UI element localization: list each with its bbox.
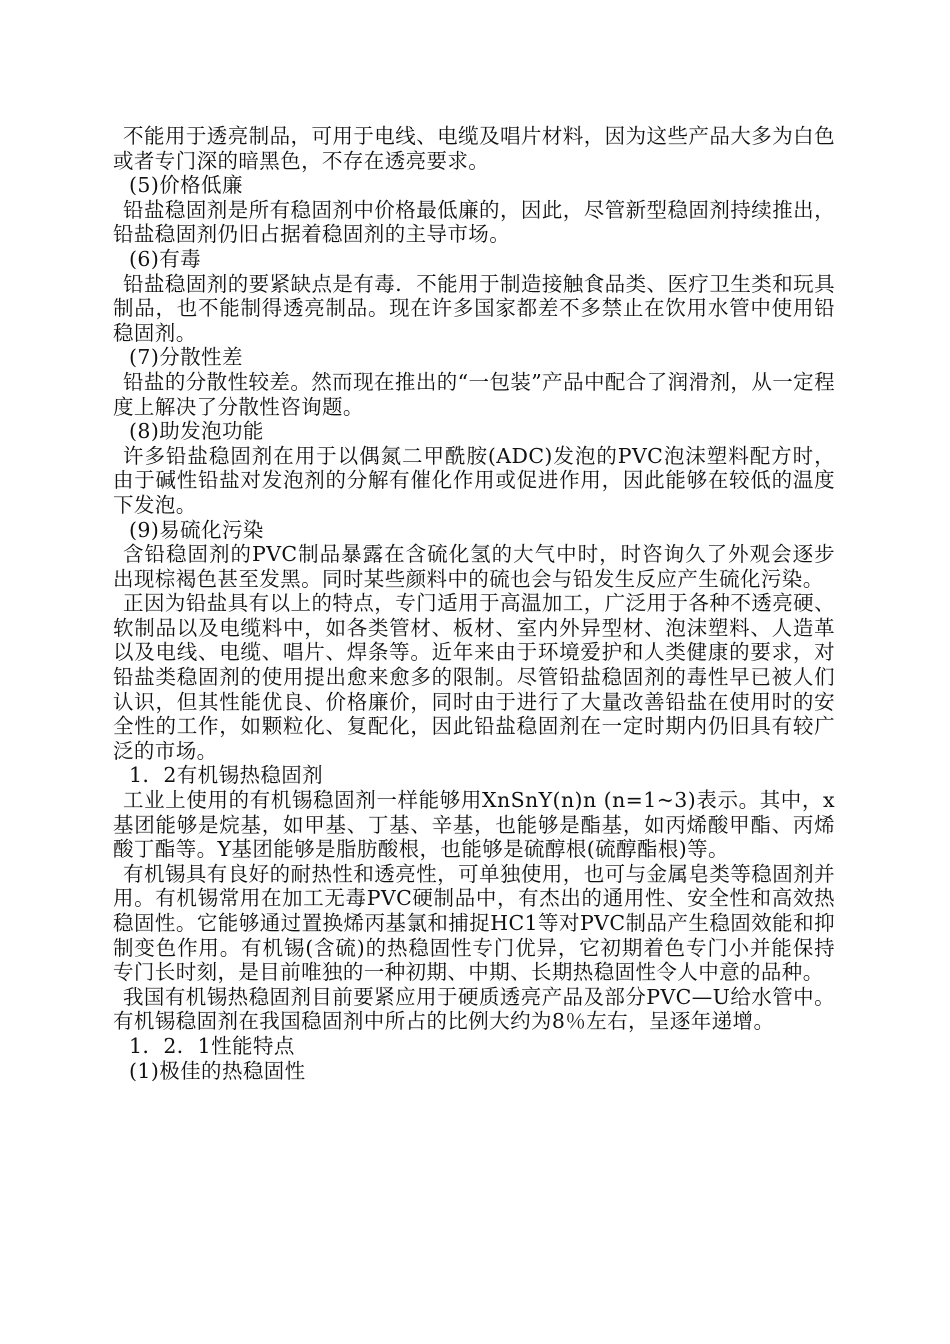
section-heading: (7)分散性差 <box>129 345 243 370</box>
section-heading: (8)助发泡功能 <box>129 419 264 444</box>
paragraph: 不能用于透亮制品，可用于电线、电缆及唱片材料，因为这些产品大多为白色或者专门深的暗黑色，不存在透亮要求。 <box>113 124 835 173</box>
paragraph: 工业上使用的有机锡稳固剂一样能够用XnSnY(n)n (n=1~3)表示。其中，x基团能够是烷基，如甲基、丁基、辛基，也能够是酯基，如丙烯酸甲酯、丙烯酸丁酯等。Y基团能够是脂肪酸根，也能够是硫醇根(硫醇酯根)等。 <box>113 788 835 862</box>
paragraph: 含铅稳固剂的PVC制品暴露在含硫化氢的大气中时，时咨询久了外观会逐步出现棕褐色甚至发黑。同时某些颜料中的硫也会与铅发生反应产生硫化污染。 <box>113 542 835 591</box>
paragraph: 正因为铅盐具有以上的特点，专门适用于高温加工，广泛用于各种不透亮硬、软制品以及电缆料中，如各类管材、板材、室内外异型材、泡沫塑料、人造革以及电线、电缆、唱片、焊条等。近年来由于环境爱护和人类健康的要求，对铅盐类稳固剂的使用提出愈来愈多的限制。尽管铅盐稳固剂的毒性早已被人们认识，但其性能优良、价格廉价，同时由于进行了大量改善铅盐在使用时的安全性的工作，如颗粒化、复配化，因此铅盐稳固剂在一定时期内仍旧具有较广泛的市场。 <box>113 591 835 763</box>
document-page <box>113 124 835 1083</box>
section-heading: 1．2有机锡热稳固剂 <box>129 763 324 788</box>
section-heading: (6)有毒 <box>129 246 202 271</box>
section-heading: (9)易硫化污染 <box>129 517 264 542</box>
paragraph: 许多铅盐稳固剂在用于以偶氮二甲酰胺(ADC)发泡的PVC泡沫塑料配方时，由于碱性铅盐对发泡剂的分解有催化作用或促进作用，因此能够在较低的温度下发泡。 <box>113 443 835 517</box>
paragraph: 有机锡具有良好的耐热性和透亮性，可单独使用，也可与金属皂类等稳固剂并用。有机锡常用在加工无毒PVC硬制品中，有杰出的通用性、安全性和高效热稳固性。它能够通过置换烯丙基氯和捕捉HC1等对PVC制品产生稳固效能和抑制变色作用。有机锡(含硫)的热稳固性专门优异，它初期着色专门小并能保持专门长时刻，是目前唯独的一种初期、中期、长期热稳固性令人中意的品种。 <box>113 861 835 985</box>
section-heading: (5)价格低廉 <box>129 173 243 198</box>
paragraph: 铅盐稳固剂是所有稳固剂中价格最低廉的，因此，尽管新型稳固剂持续推出，铅盐稳固剂仍旧占据着稳固剂的主导市场。 <box>113 197 835 247</box>
paragraph: 铅盐的分散性较差。然而现在推出的“一包装”产品中配合了润滑剂，从一定程度上解决了分散性咨询题。 <box>113 369 835 419</box>
paragraph: 我国有机锡热稳固剂目前要紧应用于硬质透亮产品及部分PVC—U给水管中。有机锡稳固剂在我国稳固剂中所占的比例大约为8％左右，呈逐年递增。 <box>113 984 835 1034</box>
section-heading: (1)极佳的热稳固性 <box>129 1058 306 1083</box>
section-heading: 1．2．1性能特点 <box>129 1033 295 1058</box>
paragraph: 铅盐稳固剂的要紧缺点是有毒．不能用于制造接触食品类、医疗卫生类和玩具制品，也不能制得透亮制品。现在许多国家都差不多禁止在饮用水管中使用铅稳固剂。 <box>113 271 835 345</box>
